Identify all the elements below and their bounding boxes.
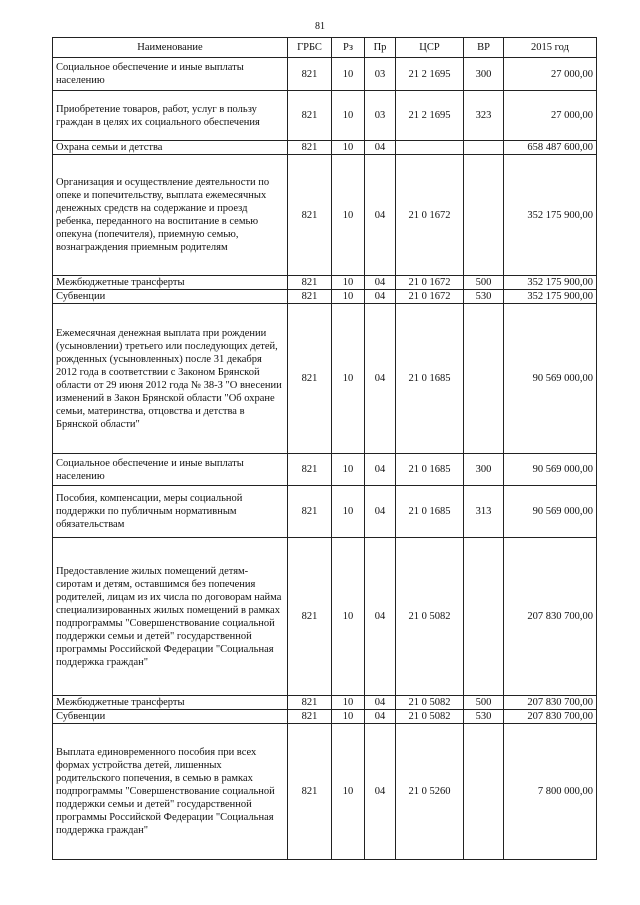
row-amount: 352 175 900,00 bbox=[504, 276, 597, 290]
row-grbs: 821 bbox=[288, 141, 332, 155]
table-row bbox=[53, 538, 597, 696]
row-name: Предоставление жилых помещений детям-сиротам и детям, оставшимся без попечения родителей, лицам из их числа по договорам найма специализированных жилых помещений в рамках подпрограммы "Совершенствование социальной поддержки семьи и детей" государственной программы Российской Федерации "Социальная поддержка граждан" bbox=[53, 538, 288, 696]
table-row bbox=[53, 486, 597, 538]
row-vr bbox=[464, 304, 504, 454]
row-rz: 10 bbox=[332, 454, 365, 486]
row-csr: 21 0 1672 bbox=[396, 276, 464, 290]
row-amount: 7 800 000,00 bbox=[504, 724, 597, 860]
row-vr bbox=[464, 155, 504, 276]
row-vr: 323 bbox=[464, 91, 504, 141]
row-name: Субвенции bbox=[53, 290, 288, 304]
row-amount: 27 000,00 bbox=[504, 58, 597, 91]
row-csr: 21 0 1672 bbox=[396, 290, 464, 304]
row-amount: 658 487 600,00 bbox=[504, 141, 597, 155]
row-name: Выплата единовременного пособия при всех формах устройства детей, лишенных родительского попечения, в семью в рамках подпрограммы "Совершенствование социальной поддержки семьи и детей" государственной программы Российской Федерации "Социальная поддержка граждан" bbox=[53, 724, 288, 860]
table-row bbox=[53, 141, 597, 155]
row-grbs: 821 bbox=[288, 304, 332, 454]
row-amount: 207 830 700,00 bbox=[504, 696, 597, 710]
row-name: Межбюджетные трансферты bbox=[53, 276, 288, 290]
table-row bbox=[53, 724, 597, 860]
table-row bbox=[53, 696, 597, 710]
row-amount: 90 569 000,00 bbox=[504, 486, 597, 538]
row-grbs: 821 bbox=[288, 290, 332, 304]
row-grbs: 821 bbox=[288, 91, 332, 141]
row-name: Организация и осуществление деятельности по опеке и попечительству, выплата ежемесячных денежных средств на содержание и проезд ребенка, переданного на воспитание в семью опекуна (попечителя), приемную семью, вознаграждения приемным родителям bbox=[53, 155, 288, 276]
header-rz: Рз bbox=[332, 38, 365, 58]
row-grbs: 821 bbox=[288, 696, 332, 710]
row-rz: 10 bbox=[332, 696, 365, 710]
table-row bbox=[53, 454, 597, 486]
row-amount: 90 569 000,00 bbox=[504, 304, 597, 454]
row-name: Межбюджетные трансферты bbox=[53, 696, 288, 710]
row-csr: 21 0 1685 bbox=[396, 454, 464, 486]
row-grbs: 821 bbox=[288, 58, 332, 91]
row-rz: 10 bbox=[332, 276, 365, 290]
row-pr: 04 bbox=[365, 454, 396, 486]
row-rz: 10 bbox=[332, 91, 365, 141]
table-row bbox=[53, 304, 597, 454]
row-vr: 500 bbox=[464, 696, 504, 710]
row-pr: 04 bbox=[365, 155, 396, 276]
row-amount: 207 830 700,00 bbox=[504, 538, 597, 696]
row-csr: 21 0 5082 bbox=[396, 538, 464, 696]
row-rz: 10 bbox=[332, 538, 365, 696]
row-vr: 313 bbox=[464, 486, 504, 538]
row-csr: 21 0 1672 bbox=[396, 155, 464, 276]
row-vr: 530 bbox=[464, 290, 504, 304]
row-amount: 352 175 900,00 bbox=[504, 290, 597, 304]
row-grbs: 821 bbox=[288, 724, 332, 860]
row-grbs: 821 bbox=[288, 454, 332, 486]
row-name: Пособия, компенсации, меры социальной поддержки по публичным нормативным обязательствам bbox=[53, 486, 288, 538]
row-pr: 04 bbox=[365, 304, 396, 454]
row-vr bbox=[464, 538, 504, 696]
row-amount: 90 569 000,00 bbox=[504, 454, 597, 486]
row-vr bbox=[464, 141, 504, 155]
row-name: Социальное обеспечение и иные выплаты населению bbox=[53, 454, 288, 486]
row-rz: 10 bbox=[332, 724, 365, 860]
row-csr: 21 0 5260 bbox=[396, 724, 464, 860]
row-grbs: 821 bbox=[288, 538, 332, 696]
table-row bbox=[53, 58, 597, 91]
row-amount: 27 000,00 bbox=[504, 91, 597, 141]
budget-table bbox=[52, 37, 597, 860]
row-rz: 10 bbox=[332, 290, 365, 304]
row-csr bbox=[396, 141, 464, 155]
row-vr: 300 bbox=[464, 58, 504, 91]
row-grbs: 821 bbox=[288, 276, 332, 290]
row-vr: 530 bbox=[464, 710, 504, 724]
row-pr: 04 bbox=[365, 724, 396, 860]
row-vr: 300 bbox=[464, 454, 504, 486]
table-header-row bbox=[53, 38, 597, 58]
header-amount: 2015 год bbox=[504, 38, 597, 58]
row-csr: 21 0 1685 bbox=[396, 304, 464, 454]
row-pr: 04 bbox=[365, 276, 396, 290]
row-pr: 03 bbox=[365, 58, 396, 91]
table-row bbox=[53, 710, 597, 724]
row-name: Ежемесячная денежная выплата при рождении (усыновлении) третьего или последующих детей, рожденных (усыновленных) после 31 декабря 2012 года в соответствии с Законом Брянской области от 29 июня 2012 года № 38-З "О внесении изменений в Закон Брянской области "Об охране семьи, материнства, отцовства и детства в Брянской области" bbox=[53, 304, 288, 454]
row-amount: 352 175 900,00 bbox=[504, 155, 597, 276]
row-name: Социальное обеспечение и иные выплаты населению bbox=[53, 58, 288, 91]
row-pr: 04 bbox=[365, 486, 396, 538]
row-csr: 21 2 1695 bbox=[396, 91, 464, 141]
row-pr: 04 bbox=[365, 696, 396, 710]
row-rz: 10 bbox=[332, 486, 365, 538]
row-rz: 10 bbox=[332, 155, 365, 276]
header-pr: Пр bbox=[365, 38, 396, 58]
row-rz: 10 bbox=[332, 141, 365, 155]
row-name: Субвенции bbox=[53, 710, 288, 724]
row-csr: 21 2 1695 bbox=[396, 58, 464, 91]
row-pr: 03 bbox=[365, 91, 396, 141]
row-name: Приобретение товаров, работ, услуг в пользу граждан в целях их социального обеспечения bbox=[53, 91, 288, 141]
row-pr: 04 bbox=[365, 710, 396, 724]
table-row bbox=[53, 155, 597, 276]
table-row bbox=[53, 276, 597, 290]
header-csr: ЦСР bbox=[396, 38, 464, 58]
row-csr: 21 0 5082 bbox=[396, 710, 464, 724]
row-rz: 10 bbox=[332, 58, 365, 91]
row-rz: 10 bbox=[332, 710, 365, 724]
page-number: 81 bbox=[315, 21, 325, 32]
table-row bbox=[53, 91, 597, 141]
row-pr: 04 bbox=[365, 538, 396, 696]
row-vr: 500 bbox=[464, 276, 504, 290]
row-grbs: 821 bbox=[288, 710, 332, 724]
row-grbs: 821 bbox=[288, 155, 332, 276]
row-amount: 207 830 700,00 bbox=[504, 710, 597, 724]
header-name: Наименование bbox=[53, 38, 288, 58]
row-rz: 10 bbox=[332, 304, 365, 454]
header-grbs: ГРБС bbox=[288, 38, 332, 58]
row-grbs: 821 bbox=[288, 486, 332, 538]
row-pr: 04 bbox=[365, 290, 396, 304]
header-vr: ВР bbox=[464, 38, 504, 58]
row-pr: 04 bbox=[365, 141, 396, 155]
row-vr bbox=[464, 724, 504, 860]
table-row bbox=[53, 290, 597, 304]
row-csr: 21 0 1685 bbox=[396, 486, 464, 538]
row-name: Охрана семьи и детства bbox=[53, 141, 288, 155]
row-csr: 21 0 5082 bbox=[396, 696, 464, 710]
